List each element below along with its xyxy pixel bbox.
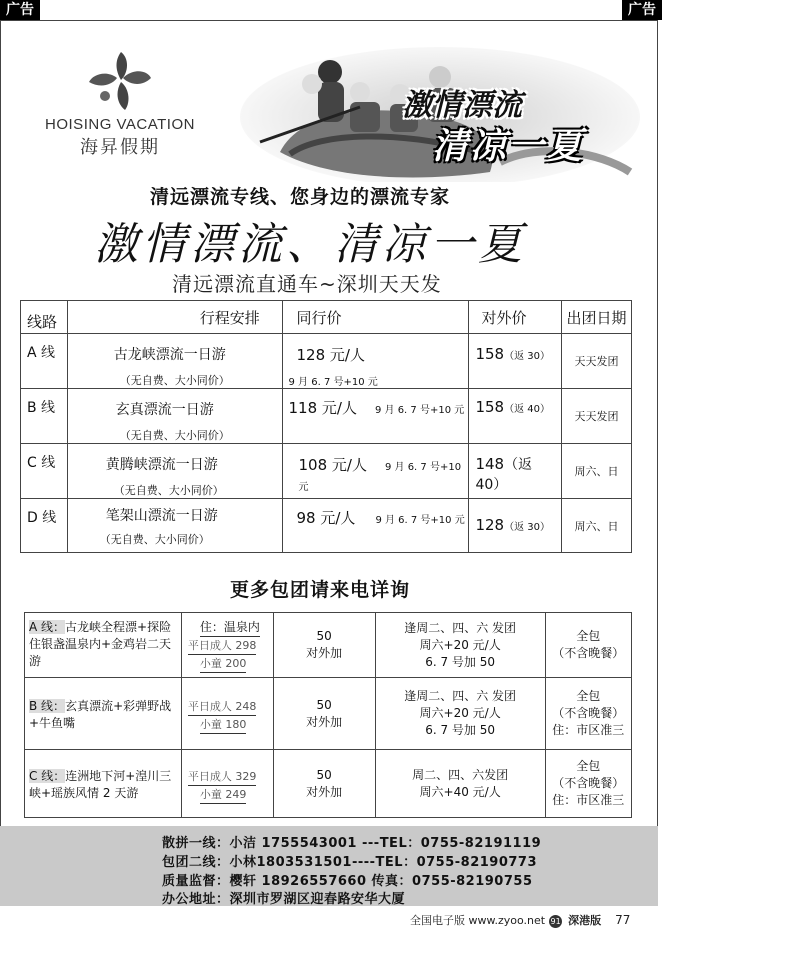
row-date: 周六、日 bbox=[561, 444, 631, 499]
row-peer-price bbox=[282, 499, 469, 553]
public-price: 158 bbox=[475, 398, 505, 416]
row-public-price bbox=[469, 444, 562, 499]
contact-info-panel bbox=[0, 826, 658, 906]
line-tag: C 线： bbox=[29, 769, 66, 783]
child-price: 小童 180 bbox=[200, 716, 247, 734]
peer-note: 9 月 6. 7 号+10 元 bbox=[298, 462, 462, 493]
contact-line-2: 包团二线：小林1803531501----TEL：0755-82190773 bbox=[162, 855, 538, 870]
banner-title-1: 激情漂流 bbox=[402, 88, 522, 123]
peer-note: 9 月 6. 7 号+10 元 bbox=[374, 405, 465, 416]
package-desc bbox=[25, 750, 182, 818]
schedule-days: 逢周二、四、六 发团 bbox=[404, 620, 517, 635]
contact-line-3: 质量监督：樱轩 18926557660 传真：0755-82190755 bbox=[162, 874, 533, 889]
public-price: 128 bbox=[475, 516, 505, 534]
route-note: （无自费、大小同价） bbox=[99, 533, 210, 546]
row-route bbox=[67, 389, 282, 444]
row-line: A 线 bbox=[21, 334, 68, 389]
include-note: （不含晚餐） bbox=[552, 776, 625, 790]
footer-badge-icon: 91 bbox=[550, 917, 561, 926]
peer-price: 118 元/人 bbox=[288, 399, 357, 417]
table-row bbox=[25, 613, 632, 678]
schedule-sat: 周六+20 元/人 bbox=[419, 706, 501, 720]
peer-price: 108 元/人 bbox=[298, 456, 367, 474]
schedule-days: 周二、四、六发团 bbox=[412, 767, 509, 782]
banner-title-2: 清凉一夏 bbox=[432, 126, 585, 167]
schedule-sat: 周六+20 元/人 bbox=[419, 637, 501, 652]
logo-english: HOISING VACATION bbox=[45, 116, 195, 133]
header-route-label: 行程安排 bbox=[199, 308, 260, 327]
package-schedule bbox=[375, 613, 545, 678]
logo-chinese: 海昇假期 bbox=[80, 137, 160, 158]
row-line: C 线 bbox=[21, 444, 68, 499]
header-public-label: 对外价 bbox=[481, 308, 527, 327]
peer-note: 9 月 6. 7 号+10 元 bbox=[375, 515, 465, 526]
footer-edition: 深港版 bbox=[568, 914, 602, 927]
row-public-price bbox=[469, 389, 562, 444]
adult-price: 平日成人 298 bbox=[188, 637, 257, 655]
table-row bbox=[21, 389, 632, 444]
package-extra bbox=[273, 613, 375, 678]
public-note: （返 30） bbox=[504, 351, 550, 362]
peer-price: 98 元/人 bbox=[296, 509, 356, 527]
public-note: （返 40） bbox=[475, 457, 533, 493]
package-extra bbox=[273, 750, 375, 818]
route-note: （无自费、大小同价） bbox=[119, 374, 230, 387]
page-footer bbox=[410, 912, 630, 928]
row-peer-price bbox=[282, 444, 469, 499]
public-note: （返 40） bbox=[504, 404, 550, 415]
header-date: 出团日期 bbox=[561, 301, 631, 334]
butterfly-logo-icon bbox=[85, 48, 155, 114]
headline: 激情漂流、清凉一夏 bbox=[94, 219, 526, 270]
peer-price: 128 元/人 bbox=[296, 346, 365, 364]
include-stay: 住：市区准三 bbox=[552, 723, 625, 737]
row-peer-price bbox=[282, 334, 469, 389]
route-name: 玄真漂流一日游 bbox=[115, 402, 214, 418]
contact-line-1: 散拼一线：小洁 1755543001 ---TEL：0755-82191119 bbox=[162, 836, 542, 851]
rafting-price-table bbox=[20, 300, 632, 553]
schedule-days: 逢周二、四、六 发团 bbox=[404, 689, 517, 703]
extra-amount: 50 bbox=[316, 629, 332, 643]
header-peer-price bbox=[282, 301, 469, 334]
table-header-row bbox=[21, 301, 632, 334]
row-date: 周六、日 bbox=[561, 499, 631, 553]
route-name: 黄腾峡漂流一日游 bbox=[105, 457, 218, 473]
row-route bbox=[67, 334, 282, 389]
header-peer-label: 同行价 bbox=[296, 308, 342, 327]
route-note: （无自费、大小同价） bbox=[119, 429, 230, 442]
package-schedule bbox=[375, 750, 545, 818]
header-route bbox=[67, 301, 282, 334]
line-tag: A 线： bbox=[29, 620, 66, 634]
include-note: （不含晚餐） bbox=[552, 646, 625, 660]
public-price: 148 bbox=[475, 455, 505, 473]
package-schedule bbox=[375, 678, 545, 750]
schedule-extra: 6. 7 号加 50 bbox=[425, 654, 496, 669]
stay-info: 住：温泉内 bbox=[200, 619, 260, 637]
adult-price: 平日成人 329 bbox=[188, 768, 257, 786]
extra-label: 对外加 bbox=[306, 714, 343, 729]
include-main: 全包 bbox=[576, 629, 601, 643]
public-price: 158 bbox=[475, 345, 505, 363]
line-desc: 古龙峡全程漂+探险住银盏温泉内+金鸡岩二天游 bbox=[29, 620, 172, 668]
package-prices bbox=[181, 613, 273, 678]
package-prices bbox=[181, 678, 273, 750]
package-desc bbox=[25, 678, 182, 750]
schedule-sat: 周六+40 元/人 bbox=[419, 784, 501, 799]
include-main: 全包 bbox=[576, 759, 601, 773]
subline: 清远漂流直通车~深圳天天发 bbox=[172, 272, 442, 296]
line-desc: 连洲地下河+湟川三峡+瑶族风情 2 天游 bbox=[29, 769, 172, 800]
peer-note: 9 月 6. 7 号+10 元 bbox=[288, 377, 378, 388]
include-main: 全包 bbox=[576, 689, 601, 703]
contact-address: 办公地址：深圳市罗湖区迎春路安华大厦 bbox=[162, 892, 406, 907]
route-note: （无自费、大小同价） bbox=[113, 484, 224, 497]
group-package-table bbox=[24, 612, 632, 818]
table-row bbox=[21, 444, 632, 499]
line-tag: B 线： bbox=[29, 699, 66, 713]
ad-tag-right: 广告 bbox=[622, 0, 662, 20]
package-prices bbox=[181, 750, 273, 818]
row-public-price bbox=[469, 499, 562, 553]
package-includes bbox=[545, 678, 632, 750]
page-number: 77 bbox=[615, 913, 631, 927]
extra-label: 对外加 bbox=[306, 646, 343, 660]
row-date: 天天发团 bbox=[561, 389, 631, 444]
public-note: （返 30） bbox=[504, 522, 550, 533]
extra-label: 对外加 bbox=[306, 784, 343, 799]
line-desc: 玄真漂流+彩弹野战+牛鱼嘴 bbox=[29, 699, 172, 730]
package-includes bbox=[545, 750, 632, 818]
package-desc bbox=[25, 613, 182, 678]
child-price: 小童 249 bbox=[200, 786, 247, 804]
row-peer-price bbox=[282, 389, 469, 444]
route-name: 古龙峡漂流一日游 bbox=[113, 347, 226, 363]
schedule-extra: 6. 7 号加 50 bbox=[425, 723, 496, 737]
table-row bbox=[25, 678, 632, 750]
route-name: 笔架山漂流一日游 bbox=[105, 508, 218, 524]
child-price: 小童 200 bbox=[200, 655, 247, 673]
extra-amount: 50 bbox=[316, 697, 332, 712]
table-row bbox=[25, 750, 632, 818]
table-row bbox=[21, 334, 632, 389]
extra-amount: 50 bbox=[316, 767, 332, 782]
row-route bbox=[67, 499, 282, 553]
company-logo bbox=[40, 48, 200, 159]
header-public-price bbox=[469, 301, 562, 334]
row-date: 天天发团 bbox=[561, 334, 631, 389]
include-note: （不含晚餐） bbox=[552, 706, 625, 720]
slogan: 清远漂流专线、您身边的漂流专家 bbox=[150, 186, 451, 208]
footer-site: 全国电子版 www.zyoo.net bbox=[410, 914, 546, 927]
row-line: B 线 bbox=[21, 389, 68, 444]
package-extra bbox=[273, 678, 375, 750]
table-row bbox=[21, 499, 632, 553]
package-includes bbox=[545, 613, 632, 678]
row-route bbox=[67, 444, 282, 499]
include-stay: 住：市区准三 bbox=[552, 793, 625, 807]
row-line: D 线 bbox=[21, 499, 68, 553]
more-groups-title: 更多包团请来电详询 bbox=[230, 579, 411, 601]
adult-price: 平日成人 248 bbox=[188, 698, 257, 716]
header-line: 线路 bbox=[21, 301, 68, 334]
ad-tag-left: 广告 bbox=[0, 0, 40, 20]
row-public-price bbox=[469, 334, 562, 389]
